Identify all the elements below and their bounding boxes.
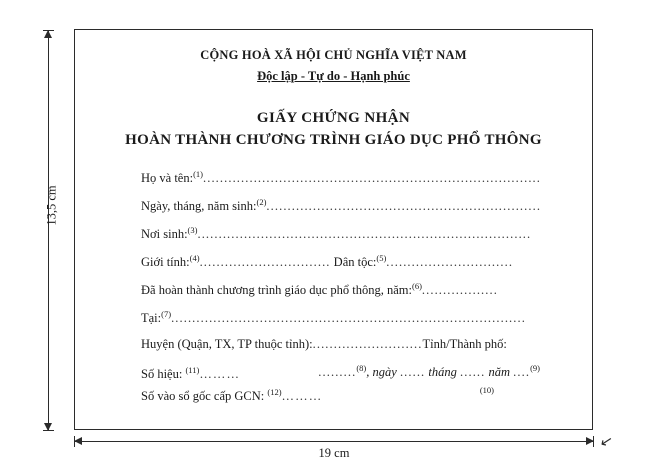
field-label: Tại: xyxy=(141,311,162,326)
register-number-dots: ……… xyxy=(281,389,323,404)
field-footnote-marker: (1) xyxy=(193,168,203,179)
field-footnote-marker: (3) xyxy=(187,224,198,235)
serial-number-row xyxy=(141,363,322,385)
issue-day-label: , ngày xyxy=(366,365,397,380)
pen-mark-icon: ↙ xyxy=(598,432,615,452)
field-label-secondary: Dân tộc: xyxy=(333,255,377,270)
issue-year-dots: .... xyxy=(513,365,531,380)
horizontal-dimension-label: 19 cm xyxy=(318,446,350,460)
register-number-footnote-marker: (12) xyxy=(267,387,282,398)
arrow-right-icon xyxy=(586,437,594,445)
field-label: Giới tính: xyxy=(141,255,190,270)
footer-block xyxy=(141,363,322,407)
horizontal-dimension-line xyxy=(74,441,594,442)
field-place-of-birth xyxy=(141,225,558,242)
field-footnote-marker: (2) xyxy=(256,196,267,207)
field-footnote-marker: (4) xyxy=(189,252,200,263)
issue-year-footnote-marker: (9) xyxy=(530,363,540,374)
arrow-up-icon xyxy=(44,30,52,38)
arrow-down-icon xyxy=(44,423,52,431)
issue-place-footnote-marker: (8) xyxy=(356,363,367,374)
certificate-title-line2: HOÀN THÀNH CHƯƠNG TRÌNH GIÁO DỤC PHỔ THÔNG xyxy=(125,131,542,148)
register-number-row xyxy=(141,385,322,407)
serial-number-footnote-marker: (11) xyxy=(185,365,200,376)
field-footnote-marker-secondary: (5) xyxy=(376,252,387,263)
field-footnote-marker: (6) xyxy=(411,281,422,292)
field-label: Họ và tên: xyxy=(141,170,194,185)
arrow-left-icon xyxy=(74,437,82,445)
serial-number-label: Số hiệu: xyxy=(141,367,183,382)
signer-footnote-marker: (10) xyxy=(479,384,494,395)
field-school xyxy=(141,309,558,326)
field-dotted-line: .................................................................................... xyxy=(171,311,526,326)
field-label: Huyện (Quận, TX, TP thuộc tỉnh): xyxy=(141,337,313,352)
field-label: Đã hoàn thành chương trình giáo dục phổ thông, năm: xyxy=(141,283,412,298)
field-full-name xyxy=(141,169,558,186)
issue-month-label: tháng xyxy=(428,365,457,380)
field-dotted-line-secondary: .............................. xyxy=(386,255,514,270)
field-dotted-line: ................................................................................ xyxy=(203,170,541,185)
national-motto: Độc lập - Tự do - Hạnh phúc xyxy=(257,68,410,83)
certificate-title xyxy=(109,110,558,149)
field-completion-year xyxy=(141,281,558,298)
issue-place-dots: ......... xyxy=(318,365,357,380)
field-gender-ethnicity xyxy=(141,253,558,270)
issue-year-label: năm xyxy=(488,365,511,380)
field-dotted-line: ............................................................................... xyxy=(197,226,532,241)
field-dotted-line: ............................... xyxy=(199,255,331,270)
field-date-of-birth xyxy=(141,197,558,214)
field-dotted-line: .................. xyxy=(421,283,498,298)
field-district-province xyxy=(141,337,558,352)
register-number-label: Số vào sổ gốc cấp GCN: xyxy=(141,389,265,404)
vertical-dimension-label: 13,5 cm xyxy=(44,185,59,226)
certificate-frame xyxy=(74,29,593,430)
certificate-title-line1: GIẤY CHỨNG NHẬN xyxy=(256,109,411,126)
issue-month-dots: ...... xyxy=(460,365,486,380)
field-footnote-marker: (7) xyxy=(161,309,172,320)
issue-day-dots: ...... xyxy=(399,365,426,380)
field-dotted-line: .......................... xyxy=(312,337,423,352)
field-dotted-line: ................................................................. xyxy=(266,198,542,213)
field-label: Nơi sinh: xyxy=(141,226,188,241)
field-label-secondary: Tỉnh/Thành phố: xyxy=(422,337,507,352)
field-label: Ngày, tháng, năm sinh: xyxy=(141,198,257,213)
national-header: CỘNG HOÀ XÃ HỘI CHỦ NGHĨA VIỆT NAM xyxy=(200,48,467,62)
serial-number-dots: ……… xyxy=(199,367,241,382)
